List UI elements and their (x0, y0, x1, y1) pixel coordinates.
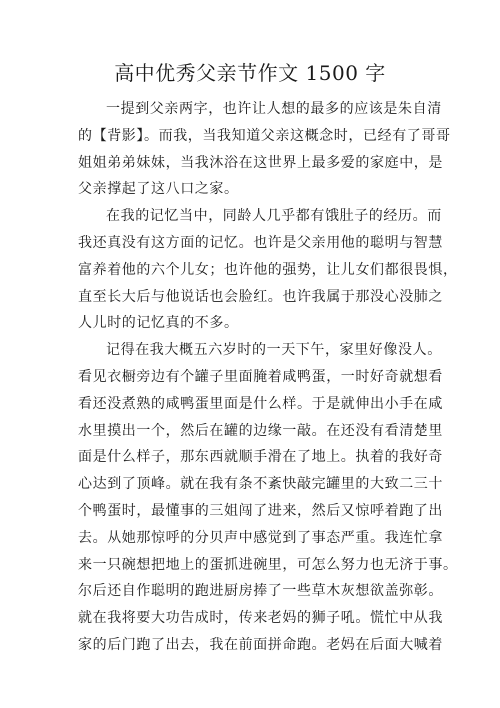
text-line: 看还没煮熟的咸鸭蛋里面是什么样。于是就伸出小手在咸 (78, 395, 443, 412)
text-line: 就在我将要大功告成时，传来老妈的狮子吼。慌忙中从我 (78, 610, 443, 627)
document-body (78, 96, 458, 659)
text-line: 个鸭蛋时，最懂事的三姐闯了进来，然后又惊呼着跑了出 (78, 502, 443, 519)
text-line: 水里摸出一个，然后在罐的边缘一敲。在还没有看清楚里 (78, 422, 443, 439)
text-line: 的【背影】。而我，当我知道父亲这概念时，已经有了哥哥 (78, 127, 451, 144)
text-line: 看见衣橱旁边有个罐子里面腌着咸鸭蛋，一时好奇就想看 (78, 368, 443, 385)
text-line: 家的后门跑了出去，我在前面拼命跑。老妈在后面大喊着 (78, 636, 443, 653)
text-line: 父亲撑起了这八口之家。 (78, 181, 239, 198)
text-line: 姐姐弟弟妹妹，当我沐浴在这世界上最多爱的家庭中，是 (78, 154, 443, 171)
text-line: 去。从她那惊呼的分贝声中感觉到了事态严重。我连忙拿 (78, 529, 443, 546)
text-line: 人儿时的记忆真的不多。 (78, 315, 239, 332)
text-line: 面是什么样子，那东西就顺手滑在了地上。执着的我好奇 (78, 449, 443, 466)
text-line: 记得在我大概五六岁时的一天下午，家里好像没人。 (106, 342, 442, 359)
text-line: 来一只碗想把地上的蛋抓进碗里，可怎么努力也无济于事。 (78, 556, 458, 573)
text-line: 心达到了顶峰。就在我有条不紊快敲完罐里的大致二三十 (78, 476, 443, 493)
text-line: 一提到父亲两字，也许让人想的最多的应该是朱自清 (106, 101, 442, 117)
text-line: 在我的记忆当中，同龄人几乎都有饿肚子的经历。而 (106, 208, 442, 225)
text-line: 富养着他的六个儿女；也许他的强势，让儿女们都很畏惧， (78, 261, 458, 278)
text-line: 直至长大后与他说话也会脸红。也许我属于那没心没肺之 (78, 288, 443, 305)
text-line: 我还真没有这方面的记忆。也许是父亲用他的聪明与智慧 (78, 234, 443, 251)
text-line: 尔后还自作聪明的跑进厨房捧了一些草木灰想欲盖弥彰。 (78, 583, 443, 600)
document-title: 高中优秀父亲节作文 1500 字 (114, 61, 386, 85)
